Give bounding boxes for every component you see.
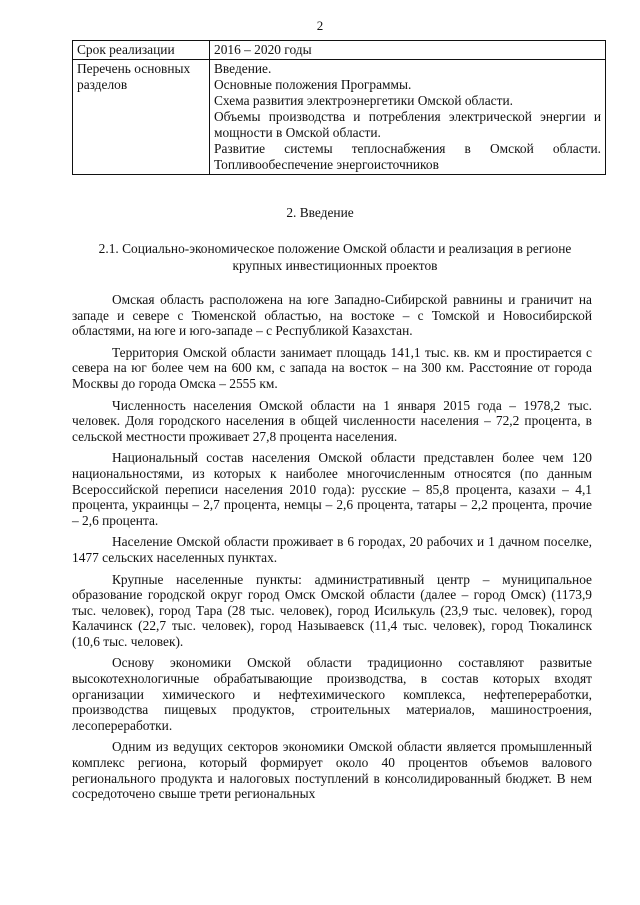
row-label: Перечень основных разделов bbox=[73, 60, 210, 175]
row-value bbox=[210, 60, 606, 175]
page-number: 2 bbox=[316, 18, 324, 33]
paragraph: Национальный состав населения Омской области представлен более чем 120 национальностями, из которых к наиболее многочисленным относятся (по данным Всероссийской переписи населения 2010 года): русские – 85,8 процента, казахи – 4,1 процента, украинцы – 2,7 процента, немцы – 2,6 процента, татары – 2,2 процента, прочие – 2,6 процента. bbox=[72, 450, 592, 528]
program-summary-table bbox=[72, 40, 606, 175]
row-value-line: Развитие системы теплоснабжения в Омской области. Топливообеспечение энергоисточников bbox=[214, 141, 601, 172]
row-label: Срок реализации bbox=[73, 41, 210, 60]
paragraph: Численность населения Омской области на 1 января 2015 года – 1978,2 тыс. человек. Доля городского населения в общей численности населения – 72,2 процента, в сельской местности проживает 27,8 процента населения. bbox=[72, 397, 592, 444]
paragraph: Одним из ведущих секторов экономики Омской области является промышленный комплекс региона, который формирует около 40 процентов объемов валового регионального продукта и налоговых поступлений в консолидированный бюджет. В нем сосредоточено свыше трети региональных bbox=[72, 739, 592, 802]
paragraph: Территория Омской области занимает площадь 141,1 тыс. кв. км и простирается с севера на юг более чем на 600 км, с запада на восток – на 300 км. Расстояние от города Москвы до города Омска – 2555 км. bbox=[72, 344, 592, 391]
row-value-line: Основные положения Программы. bbox=[214, 77, 412, 92]
row-value bbox=[210, 41, 606, 60]
body-text bbox=[72, 292, 592, 808]
paragraph: Население Омской области проживает в 6 городах, 20 рабочих и 1 дачном поселке, 1477 сельских населенных пунктах. bbox=[72, 534, 592, 565]
table-row bbox=[73, 41, 606, 60]
row-value-line: Введение. bbox=[214, 61, 272, 76]
subsection-heading: 2.1. Социально-экономическое положение Омской области и реализация в регионе крупных инвестиционных проектов bbox=[98, 241, 572, 273]
table-row bbox=[73, 60, 606, 175]
row-value-line: Схема развития электроэнергетики Омской области. bbox=[214, 93, 513, 108]
section-heading: 2. Введение bbox=[286, 205, 354, 220]
row-value-line: 2016 – 2020 годы bbox=[214, 42, 312, 57]
row-value-line: Объемы производства и потребления электрической энергии и мощности в Омской области. bbox=[214, 109, 601, 140]
paragraph: Крупные населенные пункты: административный центр – муниципальное образование городской округ город Омск Омской области (далее – город Омск) (1173,9 тыс. человек), город Тара (28 тыс. человек), город Исилькуль (23,9 тыс. человек), город Калачинск (22,7 тыс. человек), город Называевск (11,4 тыс. человек), город Тюкалинск (10,6 тыс. человек). bbox=[72, 571, 592, 649]
paragraph: Омская область расположена на юге Западно-Сибирской равнины и граничит на западе и севере с Тюменской областью, на востоке – с Томской и Новосибирской областями, на юге и юго-западе – с Республикой Казахстан. bbox=[72, 292, 592, 339]
paragraph: Основу экономики Омской области традиционно составляют развитые высокотехнологичные обрабатывающие производства, в состав которых входят организации химического и нефтехимического комплекса, нефтепереработки, производства пищевых продуктов, строительных материалов, машиностроения, лесопереработки. bbox=[72, 655, 592, 733]
